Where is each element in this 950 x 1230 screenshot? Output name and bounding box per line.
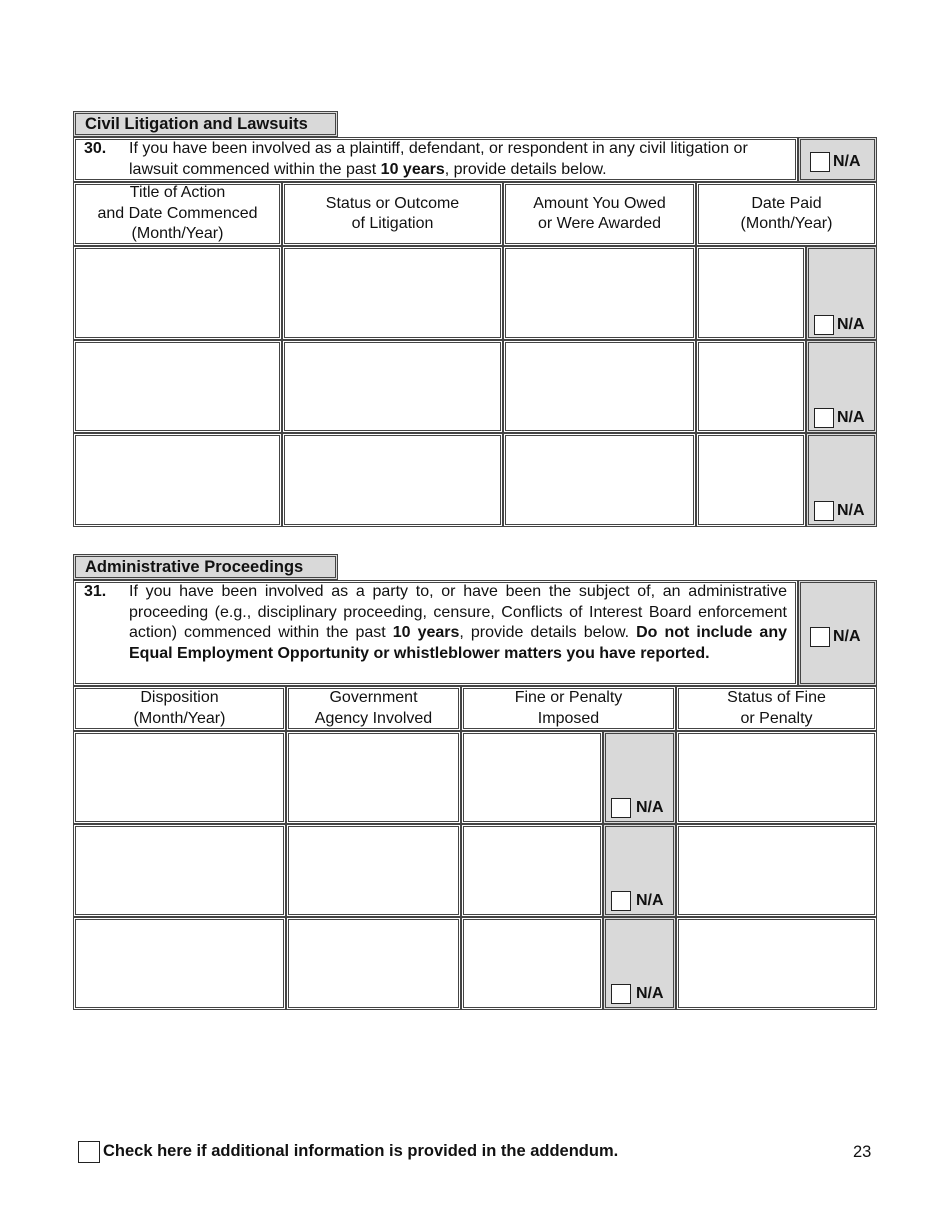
na-label: N/A xyxy=(636,799,664,816)
header-line: (Month/Year) xyxy=(131,225,224,243)
question-text-part: If you have been involved as a party to, or have been the subject of, an administrative proceeding (e.g., disciplinary proceeding, censure, Conflicts of Interest Board enforcement action) commenced within the past xyxy=(129,583,787,641)
input-cell-status[interactable] xyxy=(282,340,503,433)
header-line: Fine or Penalty xyxy=(514,689,623,706)
na-checkbox[interactable] xyxy=(810,627,830,647)
na-checkbox[interactable] xyxy=(814,408,834,428)
header-line: Amount You Owed xyxy=(533,194,666,212)
column-header-government-agency xyxy=(286,686,461,731)
input-cell-status-of-fine[interactable] xyxy=(676,917,877,1010)
header-line: Status of Fine xyxy=(727,689,826,706)
na-checkbox[interactable] xyxy=(814,501,834,521)
question-emphasis: 10 years xyxy=(380,160,445,178)
section-title-administrative-proceedings: Administrative Proceedings xyxy=(73,554,338,580)
column-header-date-paid xyxy=(696,182,877,246)
na-label: N/A xyxy=(837,409,865,426)
na-checkbox[interactable] xyxy=(814,315,834,335)
header-line: (Month/Year) xyxy=(133,709,226,727)
column-header-title-of-action xyxy=(73,182,282,246)
header-line: Disposition xyxy=(140,689,219,706)
input-cell-date-paid[interactable] xyxy=(696,246,806,340)
input-cell-agency[interactable] xyxy=(286,824,461,917)
na-label: N/A xyxy=(833,153,861,170)
input-cell-status[interactable] xyxy=(282,246,503,340)
input-cell-title[interactable] xyxy=(73,433,282,527)
header-line: of Litigation xyxy=(351,215,434,232)
header-line: Title of Action xyxy=(129,184,226,202)
addendum-checkbox[interactable] xyxy=(78,1141,100,1163)
question-emphasis: 10 years xyxy=(392,624,460,641)
question-30-text xyxy=(129,139,791,180)
header-line: and Date Commenced xyxy=(97,204,258,222)
column-header-disposition xyxy=(73,686,286,731)
question-31-text xyxy=(129,582,787,664)
header-line: Imposed xyxy=(537,709,600,727)
addendum-label: Check here if additional information is provided in the addendum. xyxy=(103,1142,619,1160)
na-label: N/A xyxy=(636,892,664,909)
input-cell-agency[interactable] xyxy=(286,731,461,824)
header-line: Agency Involved xyxy=(314,709,433,727)
na-label: N/A xyxy=(837,316,865,333)
question-number: 30. xyxy=(84,140,107,157)
header-line: or Penalty xyxy=(740,709,813,727)
question-text-part: If you have been involved as a plaintiff, defendant, or respondent in any civil litigation or lawsuit commenced within the past xyxy=(129,140,748,178)
na-checkbox[interactable] xyxy=(611,891,631,911)
page-number: 23 xyxy=(853,1143,872,1161)
section-title-civil-litigation: Civil Litigation and Lawsuits xyxy=(73,111,338,137)
input-cell-title[interactable] xyxy=(73,340,282,433)
question-number: 31. xyxy=(84,583,107,600)
input-cell-agency[interactable] xyxy=(286,917,461,1010)
question-text-part: , provide details below. xyxy=(444,160,607,178)
na-label: N/A xyxy=(833,628,861,645)
column-header-amount-owed xyxy=(503,182,696,246)
input-cell-title[interactable] xyxy=(73,246,282,340)
column-header-status-outcome xyxy=(282,182,503,246)
header-line: Status or Outcome xyxy=(325,194,460,212)
input-cell-amount[interactable] xyxy=(503,340,696,433)
question-warning: Do not include any Equal Employment Opportunity or whistleblower matters you have reported. xyxy=(129,624,787,662)
header-line: Date Paid xyxy=(751,194,822,212)
input-cell-date-paid[interactable] xyxy=(696,433,806,527)
column-header-fine-penalty xyxy=(461,686,676,731)
input-cell-fine[interactable] xyxy=(461,731,603,824)
input-cell-fine[interactable] xyxy=(461,917,603,1010)
input-cell-status-of-fine[interactable] xyxy=(676,731,877,824)
input-cell-disposition[interactable] xyxy=(73,731,286,824)
input-cell-status-of-fine[interactable] xyxy=(676,824,877,917)
na-label: N/A xyxy=(837,502,865,519)
header-line: (Month/Year) xyxy=(740,215,833,232)
input-cell-disposition[interactable] xyxy=(73,917,286,1010)
column-header-status-of-fine xyxy=(676,686,877,731)
input-cell-disposition[interactable] xyxy=(73,824,286,917)
na-checkbox[interactable] xyxy=(611,798,631,818)
input-cell-status[interactable] xyxy=(282,433,503,527)
input-cell-amount[interactable] xyxy=(503,246,696,340)
header-line: or Were Awarded xyxy=(537,215,661,232)
na-checkbox[interactable] xyxy=(611,984,631,1004)
header-line: Government xyxy=(329,689,418,706)
input-cell-fine[interactable] xyxy=(461,824,603,917)
input-cell-date-paid[interactable] xyxy=(696,340,806,433)
na-checkbox[interactable] xyxy=(810,152,830,172)
question-text-part: , provide details below. xyxy=(459,624,637,641)
input-cell-amount[interactable] xyxy=(503,433,696,527)
na-label: N/A xyxy=(636,985,664,1002)
